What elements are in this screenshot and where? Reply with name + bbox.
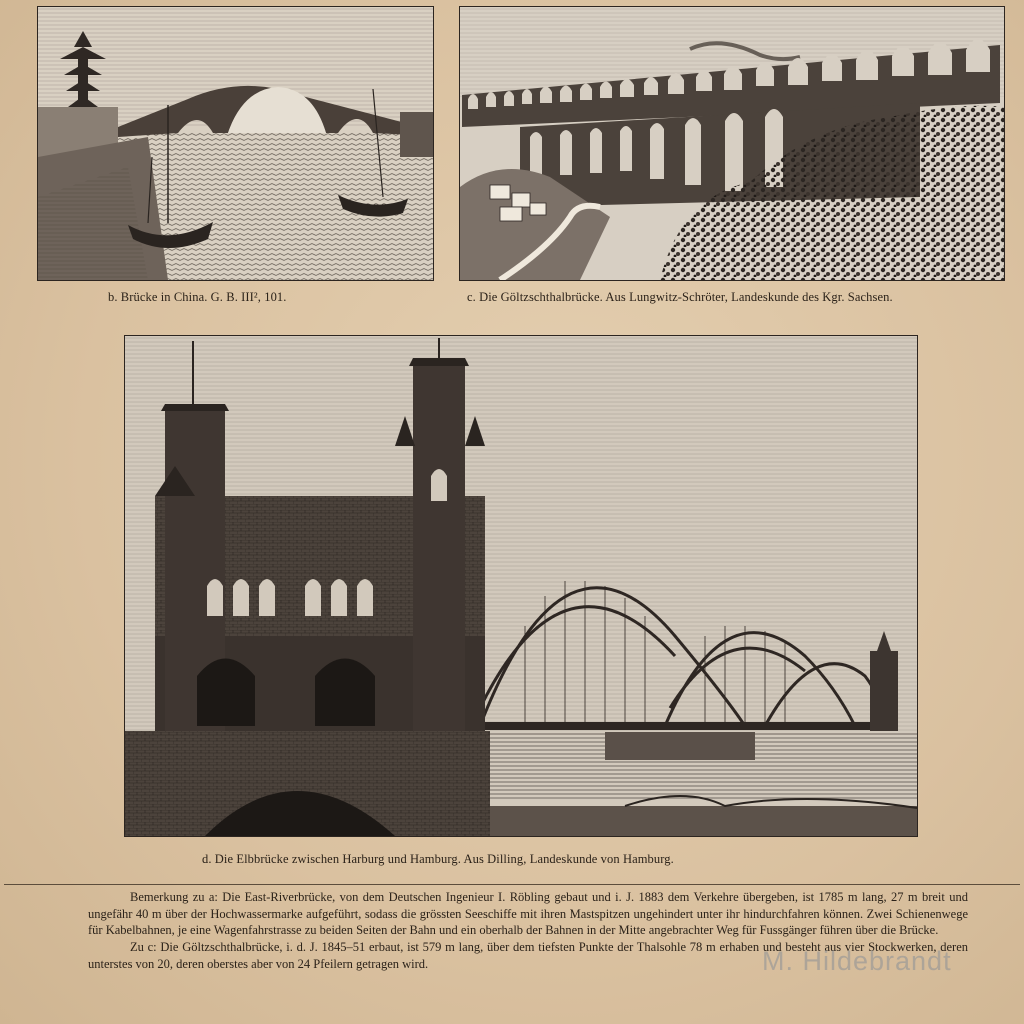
figure-c-engraving bbox=[459, 6, 1005, 281]
remark-paragraph-a: Bemerkung zu a: Die East-Riverbrücke, von dem Deutschen Ingenieur I. Röbling gebaut und i. J. 1883 dem Verkehre übergeben, ist 1785 m lang, 27 m breit und ungefähr 40 m über der Hochwassermarke aufgeführt, sodass die grössten Seeschiffe mit ihren Mastspitzen ungehindert unter ihr hindurchfahren können. Zwei Schienenwege für Kabelbahnen, je eine Wagenfahrstrasse zu beiden Seiten der Bahn und ein oberhalb der Bahnen in der Mitte angebrachter Weg für Fussgänger führen über die Brücke. bbox=[88, 890, 968, 938]
figure-c-caption: c. Die Göltzschthalbrücke. Aus Lungwitz-Schröter, Landeskunde des Kgr. Sachsen. bbox=[467, 290, 893, 304]
section-divider bbox=[4, 884, 1020, 885]
figure-b-caption: b. Brücke in China. G. B. III², 101. bbox=[108, 290, 287, 304]
figure-b-engraving bbox=[37, 6, 434, 281]
figure-d-engraving bbox=[124, 335, 918, 837]
figure-d-caption: d. Die Elbbrücke zwischen Harburg und Hamburg. Aus Dilling, Landeskunde von Hamburg. bbox=[202, 852, 674, 866]
watermark: M. Hildebrandt bbox=[762, 946, 952, 976]
remark-paragraph-c: Zu c: Die Göltzschthalbrücke, i. d. J. 1845–51 erbaut, ist 579 m lang, über dem tiefsten Punkte der Thalsohle 78 m erhaben und besteht aus vier Stockwerken, deren unterstes von 20, deren oberstes aber von 24 Pfeilern getragen wird. bbox=[88, 940, 968, 971]
